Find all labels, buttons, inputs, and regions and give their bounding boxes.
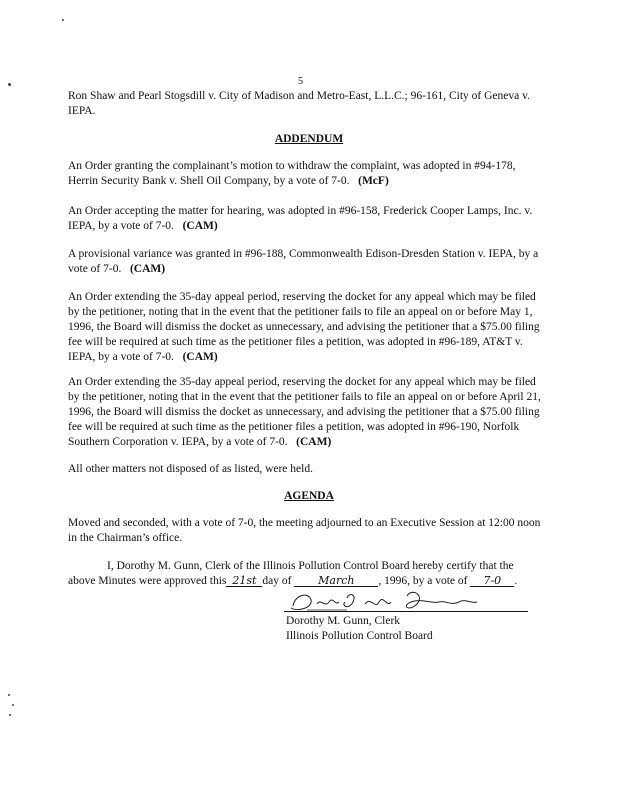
addendum-item-tag: (CAM) <box>182 351 218 363</box>
signer-name: Dorothy M. Gunn, Clerk <box>286 615 401 627</box>
cert-text: above Minutes were approved this <box>68 575 227 587</box>
addendum-item-text: An Order extending the 35-day appeal period, reserving the docket for any appeal which may be filed by the petitioner, noting that in the event that the petitioner fails to file an appeal on or before April 21, 1996, the Board will dismiss the docket as unnecessary, and advising the petitioner that a $75.00 filing fee will be required at such time as the petitioner files a petition, was adopted in #96-190, Norfolk Southern Corporation v. IEPA, by a vote of 7-0. <box>68 376 541 448</box>
addendum-item <box>68 204 546 234</box>
addendum-item <box>68 375 546 450</box>
addendum-item-text: An Order extending the 35-day appeal period, reserving the docket for any appeal which may be filed by the petitioner, noting that in the event that the petitioner fails to file an appeal on or before May 1, 1996, the Board will dismiss the docket as unnecessary, and advising the petitioner that a $75.00 filing fee will be required at such time as the petitioner files a petition, was adopted in #96-189, AT&T v. IEPA, by a vote of 7-0. <box>68 291 540 363</box>
scan-speck <box>9 714 11 716</box>
addendum-heading: ADDENDUM <box>274 133 344 145</box>
signer-organization: Illinois Pollution Control Board <box>286 630 433 642</box>
adjourn-paragraph: Moved and seconded, with a vote of 7-0, the meeting adjourned to an Executive Session at 12:00 noon in the Chairman’s office. <box>68 517 541 544</box>
intro-paragraph: Ron Shaw and Pearl Stogsdill v. City of Madison and Metro-East, L.L.C.; 96-161, City of Geneva v. IEPA. <box>68 90 530 117</box>
agenda-heading: AGENDA <box>284 490 334 502</box>
scan-speck <box>62 19 64 21</box>
month-field: March <box>294 575 378 587</box>
vote-field: 7-0 <box>470 575 514 587</box>
page-number: 5 <box>298 76 303 87</box>
addendum-item-text: A provisional variance was granted in #96-188, Commonwealth Edison-Dresden Station v. IEPA, by a vote of 7-0. <box>68 248 539 275</box>
cert-text: day of <box>262 575 292 587</box>
scan-speck <box>8 694 10 696</box>
addendum-item <box>68 159 546 189</box>
certification-line-2 <box>68 574 558 589</box>
addendum-item-tag: (CAM) <box>296 436 332 448</box>
other-matters: All other matters not disposed of as listed, were held. <box>68 463 313 475</box>
cert-text: . <box>514 575 518 587</box>
addendum-item <box>68 290 546 365</box>
signature <box>287 590 497 616</box>
addendum-item-text: An Order accepting the matter for hearing, was adopted in #96-158, Frederick Cooper Lamps, Inc. v. IEPA, by a vote of 7-0. <box>68 205 533 232</box>
scan-speck <box>8 83 11 86</box>
addendum-item-tag: (CAM) <box>182 220 218 232</box>
addendum-item <box>68 247 546 277</box>
signature-line <box>284 611 528 612</box>
addendum-item-tag: (CAM) <box>129 263 166 275</box>
addendum-item-text: An Order granting the complainant’s motion to withdraw the complaint, was adopted in #94-178, Herrin Security Bank v. Shell Oil Company, by a vote of 7-0. <box>68 160 516 187</box>
day-field: 21st <box>226 575 262 587</box>
scan-speck <box>12 704 14 706</box>
cert-text: , 1996, by a vote of <box>378 575 468 587</box>
certification-line-1: I, Dorothy M. Gunn, Clerk of the Illinois Pollution Control Board hereby certify that the <box>107 560 514 572</box>
addendum-item-tag: (McF) <box>358 175 389 187</box>
